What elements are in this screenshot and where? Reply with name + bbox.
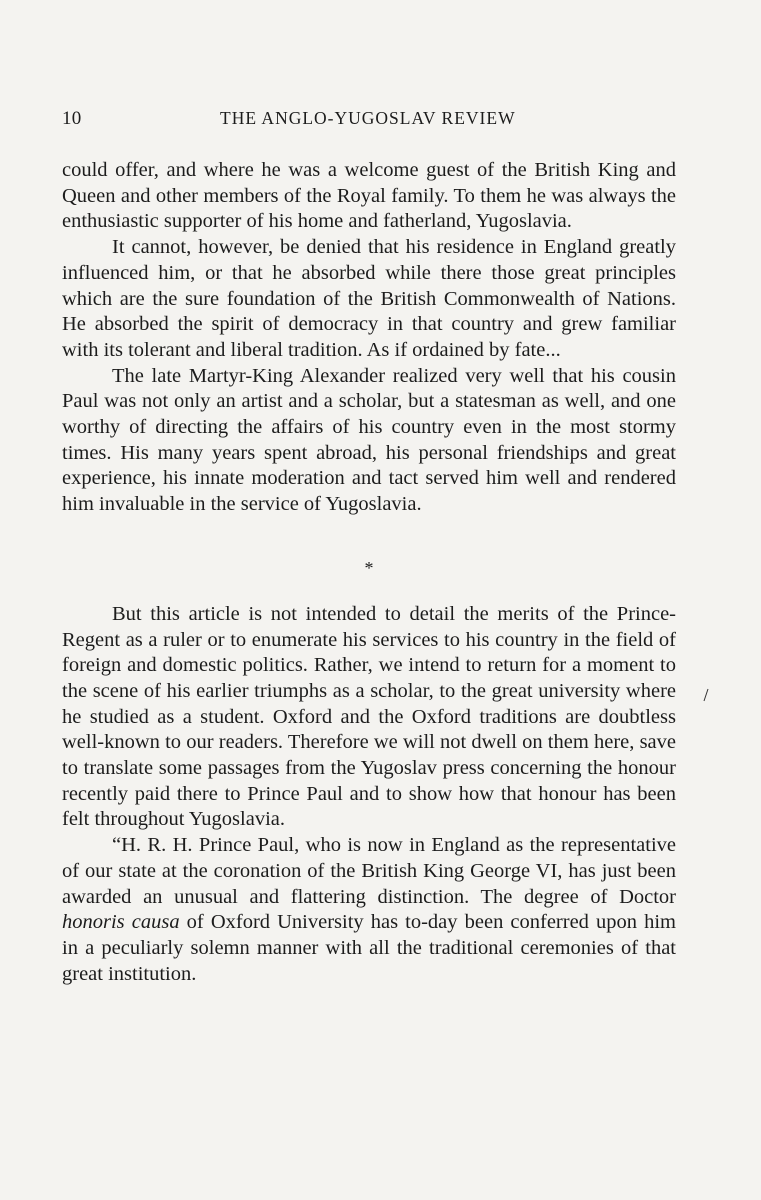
paragraph-5-text-start: “H. R. H. Prince Paul, who is now in England as the representative of our state at the coronation of the British King George VI, has just been awarded an unusual and flattering distinction. The degree of Doctor — [62, 834, 676, 908]
paragraph-5 — [62, 833, 676, 987]
paragraph-5-text-end: of Oxford University has to-day been conferred upon him in a peculiarly solemn manner with all the traditional ceremonies of that great institution. — [62, 911, 676, 985]
paragraph-1: could offer, and where he was a welcome guest of the British King and Queen and other members of the Royal family. To them he was always the enthusiastic supporter of his home and fatherland, Yugoslavia. — [62, 159, 676, 233]
latin-phrase: honoris causa — [62, 911, 180, 934]
paragraph-4: But this article is not intended to detail the merits of the Prince-Regent as a ruler or to enumerate his services to his country in the field of foreign and domestic politics. Rather, we intend to return for a moment to the scene of his earlier triumphs as a scholar, to the great university where he studied as a student. Oxford and the Oxford traditions are doubtless well-known to our readers. Therefore we will not dwell on them here, save to translate some passages from the Yugoslav press concerning the honour recently paid there to Prince Paul and to show how that honour has been felt throughout Yugoslavia. — [62, 602, 676, 831]
section-separator: * — [364, 557, 374, 578]
page-number: 10 — [62, 108, 82, 129]
stray-pen-mark — [702, 688, 710, 702]
paragraph-2: It cannot, however, be denied that his residence in England greatly influenced him, or that he absorbed while there those great principles which are the sure foundation of the British Commonwealth of Nations. He absorbed the spirit of democracy in that country and grew familiar with its tolerant and liberal tradition. As if ordained by fate... — [62, 236, 676, 361]
page-header — [62, 108, 676, 136]
paragraph-3: The late Martyr-King Alexander realized very well that his cousin Paul was not only an artist and a scholar, but a statesman as well, and one worthy of directing the affairs of his country even in the most stormy times. His many years spent abroad, his personal friendships and great experience, his innate moderation and tact served him well and rendered him invaluable in the service of Yugoslavia. — [62, 364, 676, 516]
running-head: THE ANGLO-YUGOSLAV REVIEW — [220, 108, 516, 128]
article-body — [62, 158, 676, 987]
